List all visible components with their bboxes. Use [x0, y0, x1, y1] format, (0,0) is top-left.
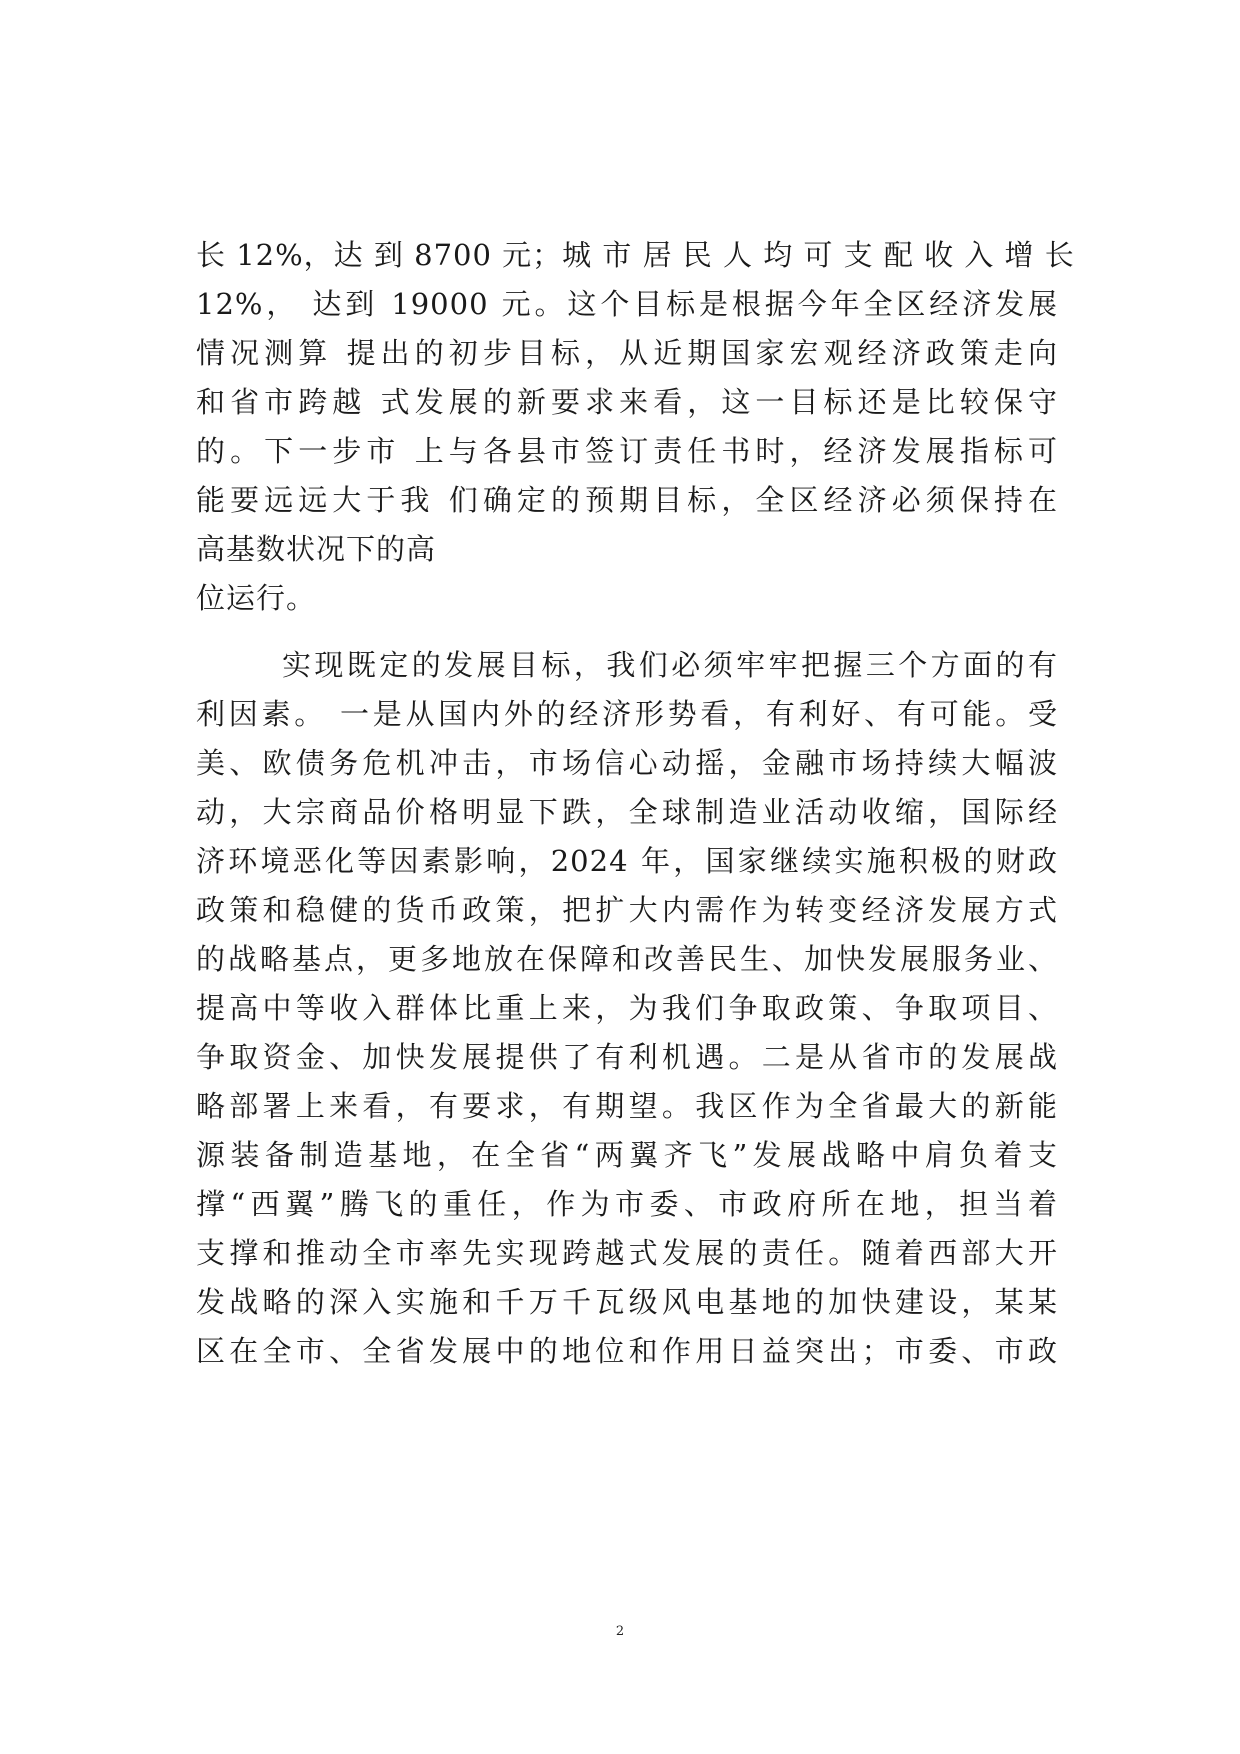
- paragraph-line: 源装备制造基地，在全省“两翼齐飞”发展战略中肩负着支: [196, 1138, 1058, 1172]
- paragraph-line: 政策和稳健的货币政策，把扩大内需作为转变经济发展方式: [196, 893, 1058, 927]
- paragraph-line: 美、欧债务危机冲击，市场信心动摇，金融市场持续大幅波: [196, 746, 1058, 780]
- paragraph-line: 高基数状况下的高: [196, 532, 437, 566]
- paragraph-line: 的战略基点，更多地放在保障和改善民生、加快发展服务业、: [196, 942, 1058, 976]
- paragraph-line: 支撑和推动全市率先实现跨越式发展的责任。随着西部大开: [196, 1236, 1058, 1270]
- paragraph-line: 实现既定的发展目标，我们必须牢牢把握三个方面的有: [282, 648, 1058, 682]
- paragraph-line: 略部署上来看，有要求，有期望。我区作为全省最大的新能: [196, 1089, 1058, 1123]
- paragraph-line: 和省市跨越 式发展的新要求来看，这一目标还是比较保守: [196, 385, 1058, 419]
- paragraph-line: 的。下一步市 上与各县市签订责任书时，经济发展指标可: [196, 434, 1058, 468]
- page-number: 2: [615, 1624, 625, 1639]
- paragraph-line: 济环境恶化等因素影响，2024 年，国家继续实施积极的财政: [196, 844, 1058, 878]
- paragraph-line: 撑“西翼”腾飞的重任，作为市委、市政府所在地，担当着: [196, 1187, 1058, 1221]
- paragraph-line: 长 12%，达 到 8700 元；城 市 居 民 人 均 可 支 配 收 入 增 长: [196, 238, 1075, 272]
- paragraph-line: 动，大宗商品价格明显下跌，全球制造业活动收缩，国际经: [196, 795, 1058, 829]
- paragraph-1: [196, 231, 1075, 623]
- paragraph-line: 情况测算 提出的初步目标，从近期国家宏观经济政策走向: [196, 336, 1058, 370]
- paragraph-line: 区在全市、全省发展中的地位和作用日益突出；市委、市政: [196, 1334, 1058, 1368]
- paragraph-line: 位运行。: [196, 581, 317, 615]
- paragraph-line: 发战略的深入实施和千万千瓦级风电基地的加快建设，某某: [196, 1285, 1058, 1319]
- paragraph-2: [196, 641, 1058, 1376]
- paragraph-line: 争取资金、加快发展提供了有利机遇。二是从省市的发展战: [196, 1040, 1058, 1074]
- paragraph-line: 能要远远大于我 们确定的预期目标，全区经济必须保持在: [196, 483, 1058, 517]
- paragraph-line: 利因素。 一是从国内外的经济形势看，有利好、有可能。受: [196, 697, 1058, 731]
- paragraph-line: 提高中等收入群体比重上来，为我们争取政策、争取项目、: [196, 991, 1058, 1025]
- paragraph-line: 12%， 达到 19000 元。这个目标是根据今年全区经济发展: [196, 287, 1058, 321]
